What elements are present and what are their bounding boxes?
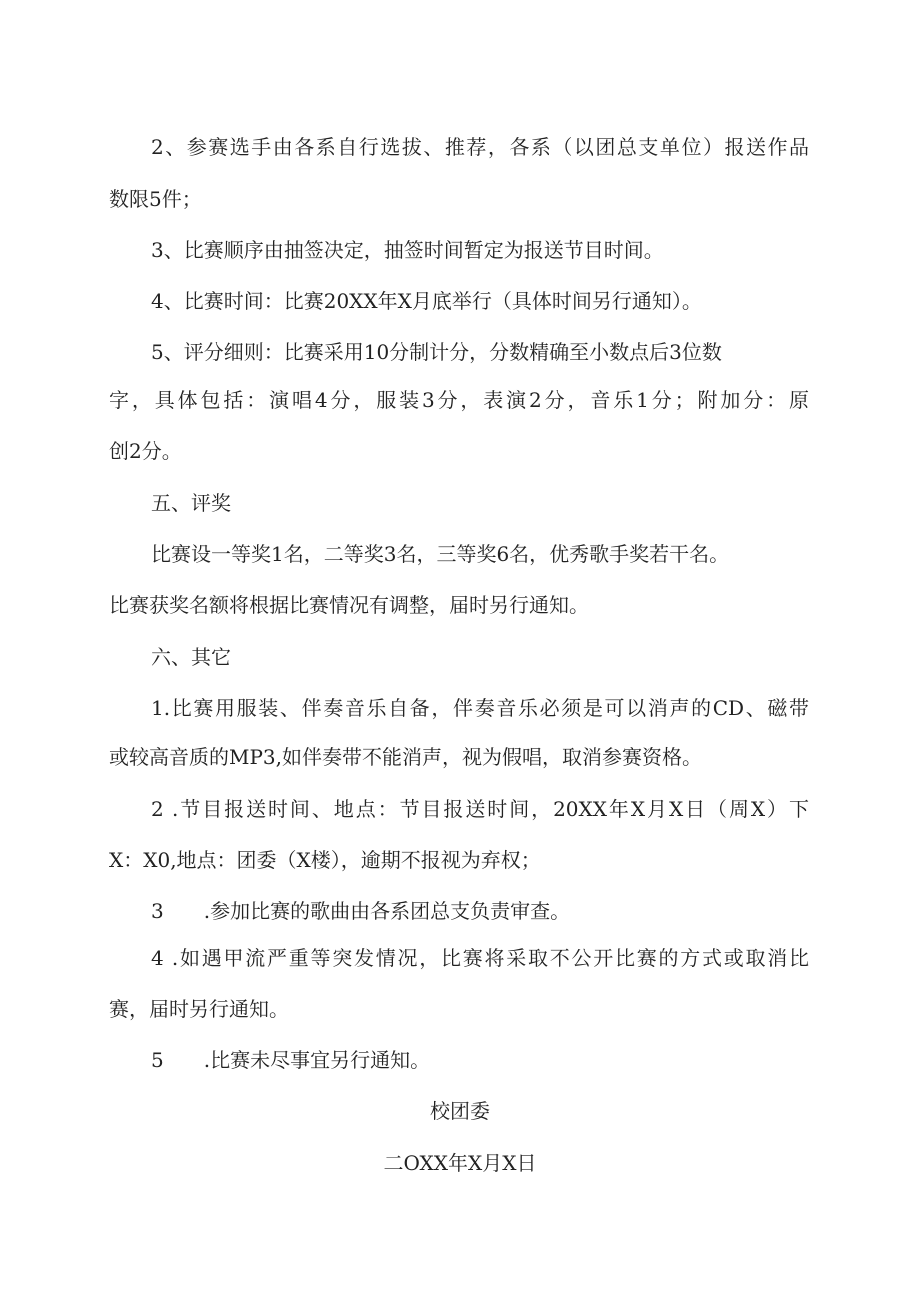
- section-5-paragraph-line-2: 比赛获奖名额将根据比赛情况有调整，届时另行通知。: [109, 593, 589, 617]
- rule-item-2-line-2: 数限5件；: [109, 187, 202, 211]
- other-item-3-number: 3: [151, 899, 164, 923]
- signature-date: 二OXX年X月X日: [383, 1151, 537, 1175]
- other-item-4-line-1: 4 .如遇甲流严重等突发情况，比赛将采取不公开比赛的方式或取消比: [151, 946, 809, 970]
- signature-organization: 校团委: [430, 1099, 490, 1123]
- rule-item-5-line-3: 创2分。: [109, 439, 182, 463]
- other-item-2-line-2: X：X0,地点：团委（X楼），逾期不报视为弃权；: [109, 848, 541, 872]
- other-item-1-line-2: 或较高音质的MP3,如伴奏带不能消声，视为假唱，取消参赛资格。: [109, 745, 703, 769]
- rule-item-3: 3、比赛顺序由抽签决定，抽签时间暂定为报送节目时间。: [151, 238, 664, 262]
- other-item-4-line-2: 赛，届时另行通知。: [109, 997, 289, 1021]
- section-5-paragraph-line-1: 比赛设一等奖1名，二等奖3名，三等奖6名，优秀歌手奖若干名。: [151, 542, 730, 566]
- other-item-2-line-1: 2 .节目报送时间、地点：节目报送时间，20XX年X月X日（周X）下: [151, 797, 809, 821]
- other-item-1-line-1: 1.比赛用服装、伴奏音乐自备，伴奏音乐必须是可以消声的CD、磁带: [151, 696, 809, 720]
- other-item-3: [151, 898, 570, 924]
- rule-item-2-line-1: 2、参赛选手由各系自行选拔、推荐，各系（以团总支单位）报送作品: [151, 135, 809, 159]
- rule-item-4: 4、比赛时间：比赛20XX年X月底举行（具体时间另行通知）。: [151, 289, 702, 313]
- section-5-heading: 五、评奖: [151, 491, 231, 515]
- rule-item-5-line-2: 字，具体包括：演唱4分，服装3分，表演2分，音乐1分；附加分：原: [109, 388, 809, 412]
- other-item-5: [151, 1047, 430, 1073]
- other-item-5-text: .比赛未尽事宜另行通知。: [203, 1048, 431, 1072]
- other-item-5-number: 5: [151, 1048, 164, 1072]
- rule-item-5-line-1: 5、评分细则：比赛采用10分制计分，分数精确至小数点后3位数: [151, 340, 722, 364]
- section-6-heading: 六、其它: [151, 645, 231, 669]
- other-item-3-text: .参加比赛的歌曲由各系团总支负责审查。: [203, 899, 571, 923]
